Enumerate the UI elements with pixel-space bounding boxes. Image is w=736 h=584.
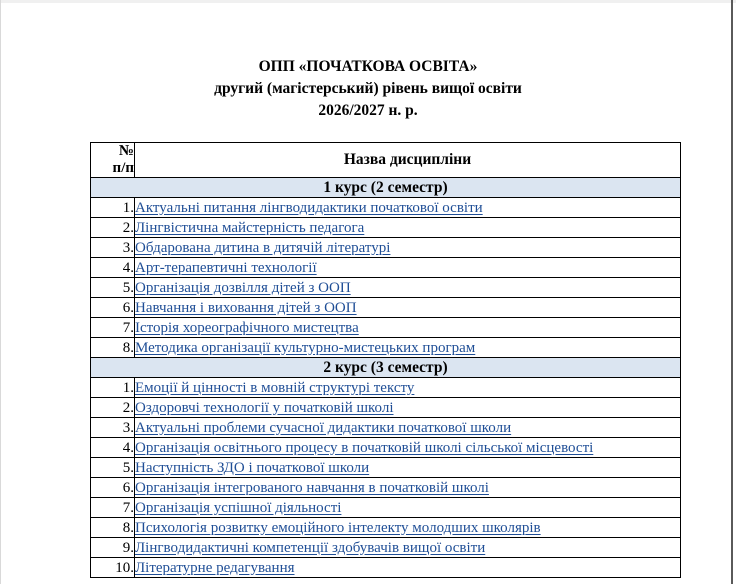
discipline-link[interactable]: Навчання і виховання дітей з ООП bbox=[135, 299, 357, 316]
academic-year: 2026/2027 н. р. bbox=[318, 102, 418, 119]
discipline-link[interactable]: Актуальні проблеми сучасної дидактики початкової школи bbox=[135, 419, 512, 436]
discipline-link[interactable]: Психологія розвитку емоційного інтелекту молодших школярів bbox=[135, 519, 541, 536]
discipline-link[interactable]: Оздоровчі технології у початковій школі bbox=[135, 399, 394, 416]
row-number: 4. bbox=[91, 438, 135, 458]
discipline-link[interactable]: Організація інтегрованого навчання в початковій школі bbox=[135, 479, 489, 496]
row-number: 10. bbox=[91, 558, 135, 578]
table-row bbox=[91, 418, 681, 438]
row-number: 6. bbox=[91, 478, 135, 498]
row-number: 5. bbox=[91, 458, 135, 478]
discipline-link[interactable]: Лінгвістична майстерність педагога bbox=[135, 219, 365, 236]
discipline-cell bbox=[135, 218, 681, 238]
discipline-link[interactable]: Організація освітнього процесу в початковій школі сільської місцевості bbox=[135, 439, 594, 456]
table-row bbox=[91, 538, 681, 558]
table-row bbox=[91, 238, 681, 258]
discipline-cell bbox=[135, 238, 681, 258]
table-row bbox=[91, 278, 681, 298]
row-number: 8. bbox=[91, 518, 135, 538]
discipline-cell bbox=[135, 478, 681, 498]
discipline-cell bbox=[135, 258, 681, 278]
column-header-number bbox=[91, 143, 135, 178]
discipline-link[interactable]: Методика організації культурно-мистецьких програм bbox=[135, 339, 476, 356]
discipline-link[interactable]: Історія хореографічного мистецтва bbox=[135, 319, 359, 336]
table-row bbox=[91, 558, 681, 578]
row-number: 4. bbox=[91, 258, 135, 278]
disciplines-table bbox=[90, 142, 681, 578]
table-row bbox=[91, 478, 681, 498]
discipline-link[interactable]: Емоції й цінності в мовній структурі тексту bbox=[135, 379, 415, 396]
row-number: 9. bbox=[91, 538, 135, 558]
discipline-link[interactable]: Лінгводидактичні компетенції здобувачів вищої освіти bbox=[135, 539, 486, 556]
section-row bbox=[91, 178, 681, 198]
table-row bbox=[91, 298, 681, 318]
document-title: ОПП «ПОЧАТКОВА ОСВІТА» bbox=[258, 58, 478, 75]
discipline-cell bbox=[135, 538, 681, 558]
table-row bbox=[91, 458, 681, 478]
discipline-cell bbox=[135, 558, 681, 578]
row-number: 2. bbox=[91, 398, 135, 418]
column-header-name: Назва дисципліни bbox=[135, 143, 681, 178]
table-row bbox=[91, 258, 681, 278]
row-number: 3. bbox=[91, 418, 135, 438]
table-row bbox=[91, 378, 681, 398]
column-header-number-line1: № bbox=[118, 143, 134, 159]
discipline-link[interactable]: Організація дозвілля дітей з ООП bbox=[135, 279, 351, 296]
discipline-cell bbox=[135, 198, 681, 218]
discipline-cell bbox=[135, 418, 681, 438]
table-row bbox=[91, 218, 681, 238]
table-row bbox=[91, 518, 681, 538]
row-number: 7. bbox=[91, 498, 135, 518]
section-title: 2 курс (3 семестр) bbox=[91, 358, 681, 378]
discipline-cell bbox=[135, 278, 681, 298]
row-number: 2. bbox=[91, 218, 135, 238]
discipline-cell bbox=[135, 438, 681, 458]
discipline-cell bbox=[135, 318, 681, 338]
row-number: 6. bbox=[91, 298, 135, 318]
column-header-number-line2: п/п bbox=[112, 160, 134, 176]
table-row bbox=[91, 398, 681, 418]
section-row bbox=[91, 358, 681, 378]
row-number: 1. bbox=[91, 378, 135, 398]
discipline-cell bbox=[135, 458, 681, 478]
document-subtitle: другий (магістерський) рівень вищої освіти bbox=[214, 80, 522, 97]
row-number: 1. bbox=[91, 198, 135, 218]
discipline-cell bbox=[135, 518, 681, 538]
table-row bbox=[91, 498, 681, 518]
discipline-link[interactable]: Літературне редагування bbox=[135, 559, 295, 576]
table-header-row bbox=[91, 143, 681, 178]
discipline-link[interactable]: Обдарована дитина в дитячій літературі bbox=[135, 239, 391, 256]
table-row bbox=[91, 438, 681, 458]
table-row bbox=[91, 198, 681, 218]
row-number: 8. bbox=[91, 338, 135, 358]
row-number: 3. bbox=[91, 238, 135, 258]
row-number: 5. bbox=[91, 278, 135, 298]
discipline-cell bbox=[135, 498, 681, 518]
section-title: 1 курс (2 семестр) bbox=[91, 178, 681, 198]
table-row bbox=[91, 318, 681, 338]
discipline-cell bbox=[135, 398, 681, 418]
discipline-cell bbox=[135, 378, 681, 398]
discipline-cell bbox=[135, 338, 681, 358]
discipline-link[interactable]: Організація успішної діяльності bbox=[135, 499, 342, 516]
discipline-link[interactable]: Актуальні питання лінгводидактики початкової освіти bbox=[135, 199, 483, 216]
discipline-link[interactable]: Арт-терапевтичні технології bbox=[135, 259, 317, 276]
discipline-cell bbox=[135, 298, 681, 318]
row-number: 7. bbox=[91, 318, 135, 338]
discipline-link[interactable]: Наступність ЗДО і початкової школи bbox=[135, 459, 370, 476]
table-row bbox=[91, 338, 681, 358]
